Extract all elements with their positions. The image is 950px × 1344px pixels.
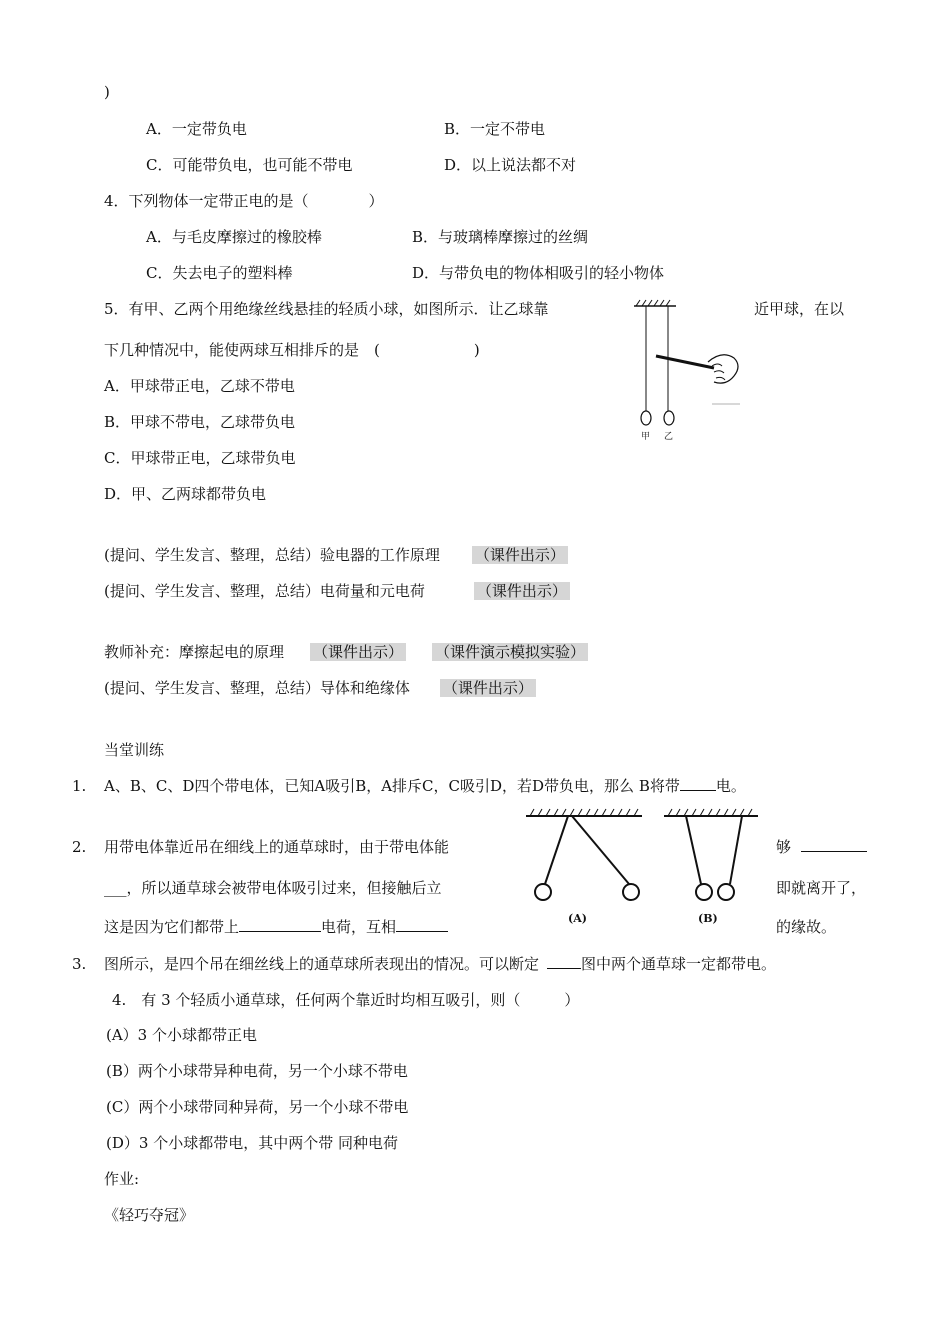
label-yi: 乙	[664, 432, 674, 442]
practice-2-line2: ___，所以通草球会被带电体吸引过来，但接触后立	[104, 879, 442, 897]
note-1-text: (提问、学生发言、整理，总结）验电器的工作原理	[104, 546, 440, 564]
note-line-2	[104, 581, 570, 601]
option-c: C．可能带负电，也可能不带电	[146, 156, 353, 174]
question-close-paren: )	[104, 83, 110, 101]
option-b: B．一定不带电	[444, 120, 546, 138]
courseware-demo-tag: （课件演示模拟实验）	[432, 643, 588, 661]
q5-stem-line2-text: 下几种情况中，能使两球互相排斥的是 (	[104, 341, 380, 359]
figure-a	[526, 809, 642, 925]
label-a: (A)	[568, 912, 587, 925]
ceiling-a-hatch	[530, 809, 638, 816]
ball-b-left	[696, 884, 712, 900]
answer-blank	[239, 917, 321, 932]
thread-a-right	[572, 816, 629, 884]
note-line-4	[104, 678, 536, 698]
q5-stem-line2	[104, 340, 480, 360]
practice-heading: 当堂训练	[104, 741, 165, 759]
q4-stem-text: 4．下列物体一定带正电的是（	[104, 192, 309, 210]
practice-1	[104, 776, 746, 796]
practice-1-text: A、B、C、D四个带电体，已知A吸引B，A排斥C，C吸引D，若D带负电，那么 B将带	[104, 777, 680, 795]
thread-a-left	[545, 816, 568, 884]
courseware-tag: （课件出示）	[310, 643, 406, 661]
answer-blank	[680, 776, 716, 791]
practice-3-num: 3.	[72, 955, 87, 973]
q5-option-d: D．甲、乙两球都带负电	[104, 485, 267, 503]
answer-blank	[547, 954, 581, 969]
ball-a-right	[623, 884, 639, 900]
ball-b-right	[718, 884, 734, 900]
note-4-text: (提问、学生发言、整理，总结）导体和绝缘体	[104, 679, 410, 697]
courseware-tag: （课件出示）	[472, 546, 568, 564]
q5-stem-part1: 5．有甲、乙两个用绝缘丝线悬挂的轻质小球，如图所示．让乙球靠	[104, 300, 549, 318]
q4-stem	[104, 191, 384, 211]
practice-2-line1-right-text: 够	[776, 838, 792, 856]
note-3-text: 教师补充：摩擦起电的原理	[104, 643, 285, 661]
q4-close: ）	[368, 192, 384, 210]
practice-4-option-b: (B）两个小球带异种电荷，另一个小球不带电	[106, 1062, 408, 1080]
option-d: D．以上说法都不对	[444, 156, 577, 174]
practice-2-line3-right: 的缘故。	[776, 918, 837, 936]
label-jia: 甲	[641, 432, 651, 442]
practice-1-end: 电。	[715, 777, 746, 795]
figure-b	[664, 809, 758, 925]
q5-option-c: C．甲球带正电，乙球带负电	[104, 449, 296, 467]
q4-option-c: C．失去电子的塑料棒	[146, 264, 293, 282]
practice-2-num: 2.	[72, 838, 87, 856]
charged-rod	[656, 356, 714, 368]
practice-3-text-a: 图所示，是四个吊在细丝线上的通草球所表现出的情况。可以断定	[104, 955, 540, 973]
answer-blank	[396, 917, 448, 932]
practice-4-option-d: (D）3 个小球都带电，其中两个带 同种电荷	[106, 1134, 398, 1152]
answer-blank	[801, 837, 867, 852]
homework-book: 《轻巧夺冠》	[104, 1206, 195, 1224]
ball-yi	[664, 411, 674, 425]
note-line-3	[104, 642, 588, 662]
practice-4-option-a: (A）3 个小球都带正电	[106, 1026, 257, 1044]
q4-option-d: D．与带负电的物体相吸引的轻小物体	[412, 264, 665, 282]
q5-option-a: A．甲球带正电，乙球不带电	[104, 377, 295, 395]
thread-b-left	[686, 816, 701, 884]
pith-balls-figure	[512, 804, 762, 934]
practice-4-stem	[112, 990, 579, 1010]
ball-a-left	[535, 884, 551, 900]
practice-2-line1: 用带电体靠近吊在细线上的通草球时，由于带电体能	[104, 838, 450, 856]
ceiling-hatch	[636, 300, 670, 306]
practice-3-text-b: 图中两个通草球一定都带电。	[581, 955, 777, 973]
practice-3	[104, 954, 776, 974]
practice-2-line1-right	[776, 837, 867, 857]
thread-b-right	[730, 816, 742, 884]
option-a: A．一定带负电	[146, 120, 247, 138]
practice-4-option-c: (C）两个小球带同种异荷，另一个小球不带电	[106, 1098, 409, 1116]
practice-2-line2-right: 即就离开了，	[776, 879, 867, 897]
courseware-tag: （课件出示）	[440, 679, 536, 697]
q5-option-b: B．甲球不带电，乙球带负电	[104, 413, 296, 431]
practice-1-num: 1.	[72, 777, 87, 795]
q4-option-a: A．与毛皮摩擦过的橡胶棒	[146, 228, 322, 246]
practice-2-line3a: 这是因为它们都带上	[104, 918, 240, 936]
note-line-1	[104, 545, 568, 565]
practice-2-line3	[104, 917, 448, 937]
ceiling-b-hatch	[668, 809, 752, 816]
ball-jia	[641, 411, 651, 425]
courseware-tag: （课件出示）	[474, 582, 570, 600]
practice-2-line3b: 电荷，互相	[321, 918, 397, 936]
q5-close: )	[473, 341, 480, 359]
hand-fingers	[712, 364, 725, 380]
q5-stem-part2: 近甲球，在以	[754, 300, 845, 318]
practice-4-stem-text: 4. 有 3 个轻质小通草球，任何两个靠近时均相互吸引，则（	[112, 991, 521, 1009]
note-2-text: (提问、学生发言、整理，总结）电荷量和元电荷	[104, 582, 425, 600]
label-b: (B)	[698, 912, 718, 925]
homework-label: 作业:	[104, 1170, 140, 1188]
practice-4-close: ）	[564, 991, 580, 1009]
hanging-balls-figure	[628, 296, 748, 446]
q4-option-b: B．与玻璃棒摩擦过的丝绸	[412, 228, 589, 246]
